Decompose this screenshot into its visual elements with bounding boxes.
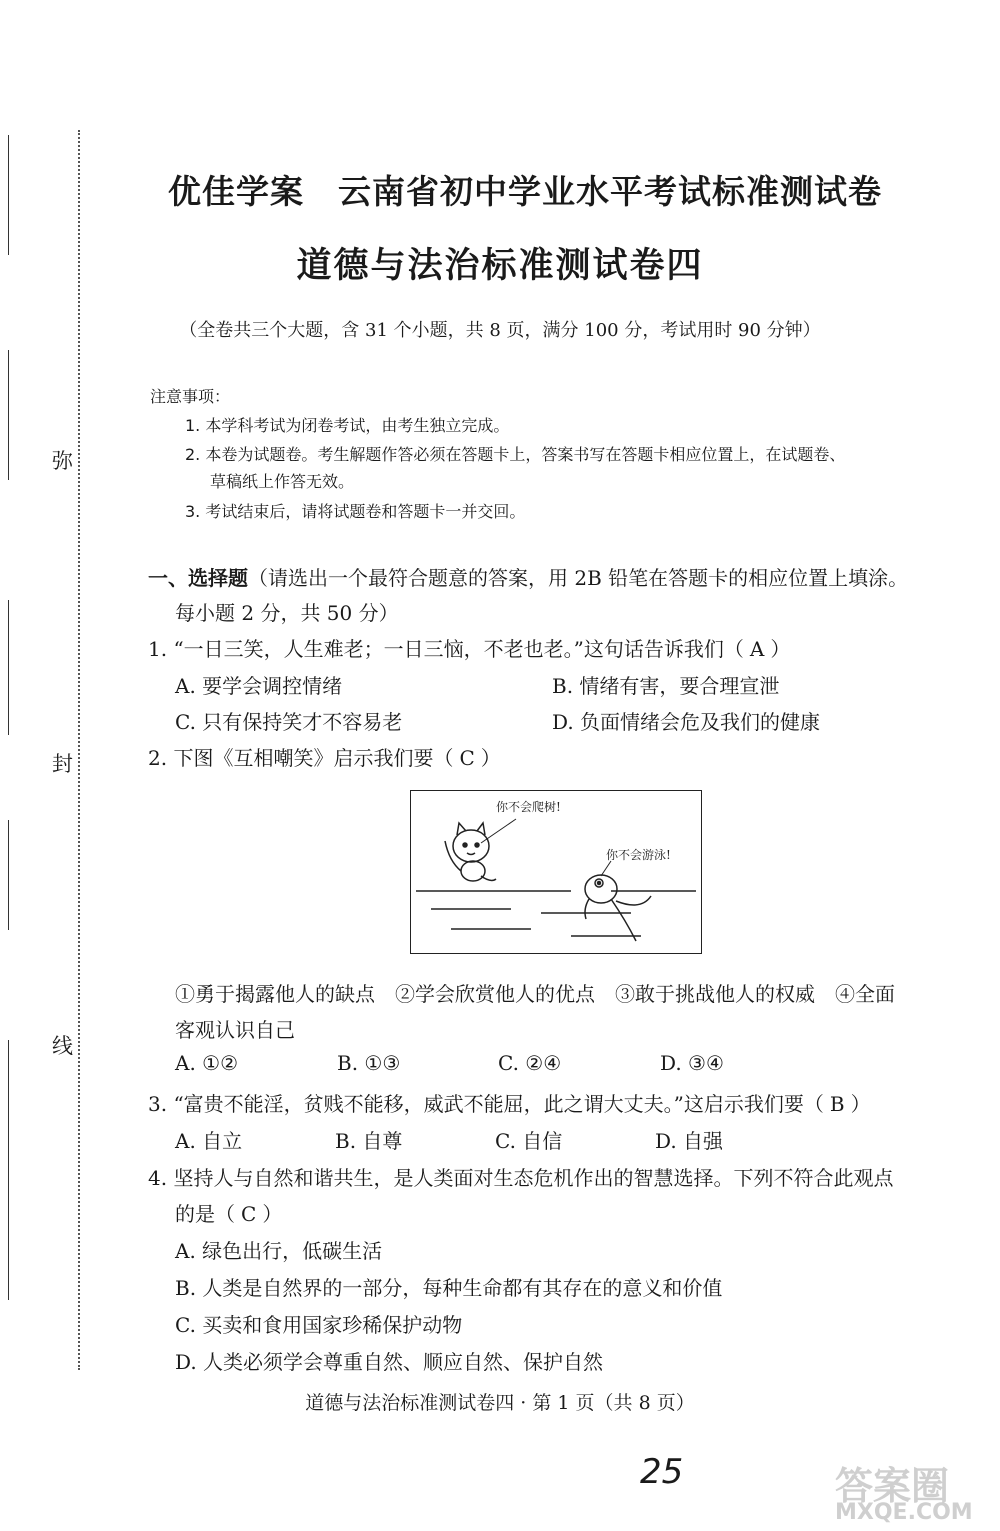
cartoon-mutual-mockery bbox=[410, 790, 702, 954]
q4-option-b: B. 人类是自然界的一部分，每种生命都有其存在的意义和价值 bbox=[175, 1276, 723, 1300]
exam-title: 道德与法治标准测试卷四 bbox=[296, 245, 704, 286]
q1-option-c: C. 只有保持笑才不容易老 bbox=[175, 710, 403, 734]
fish-icon bbox=[585, 875, 651, 941]
notice-item: 1. 本学科考试为闭卷考试，由考生独立完成。 bbox=[185, 416, 510, 435]
margin-cut-line bbox=[8, 1040, 9, 1300]
q1-option-b: B. 情绪有害，要合理宣泄 bbox=[552, 674, 780, 698]
cartoon-drawing bbox=[411, 791, 701, 953]
q1-option-a: A. 要学会调控情绪 bbox=[175, 674, 343, 698]
question-2-stem bbox=[148, 742, 501, 771]
question-1-stem bbox=[148, 633, 790, 662]
q4-option-d: D. 人类必须学会尊重自然、顺应自然、保护自然 bbox=[175, 1350, 604, 1374]
q3-option-d: D. 自强 bbox=[655, 1129, 724, 1153]
stem-close: ） bbox=[262, 1202, 283, 1226]
stem-close: ） bbox=[850, 1092, 871, 1116]
stem-text: 1. “一日三笑，人生难老；一日三恼，不老也老。”这句话告诉我们（ bbox=[148, 637, 744, 661]
q3-option-a: A. 自立 bbox=[175, 1129, 243, 1153]
series-title: 优佳学案 云南省初中学业水平考试标准测试卷 bbox=[168, 172, 882, 211]
exam-subtitle: （全卷共三个大题，含 31 个小题，共 8 页，满分 100 分，考试用时 90 分钟） bbox=[179, 320, 821, 341]
notice-heading: 注意事项： bbox=[150, 387, 231, 406]
fish-speech: 你不会游泳! bbox=[606, 848, 671, 862]
stem-text: 的是（ bbox=[175, 1202, 235, 1226]
question-4-stem-cont bbox=[175, 1198, 282, 1227]
q2-option-c: C. ②④ bbox=[498, 1051, 562, 1075]
section-title: 一、选择题 bbox=[148, 566, 248, 590]
cat-icon bbox=[445, 823, 496, 881]
answer-mark: C bbox=[241, 1202, 257, 1226]
notice-item: 3. 考试结束后，请将试题卷和答题卡一并交回。 bbox=[185, 502, 526, 521]
answer-mark: B bbox=[829, 1092, 845, 1116]
q2-option-d: D. ③④ bbox=[660, 1051, 724, 1075]
margin-cut-line bbox=[8, 350, 9, 480]
q3-option-c: C. 自信 bbox=[495, 1129, 563, 1153]
seal-char-xian: 线 bbox=[52, 1034, 73, 1058]
question-4-stem: 4. 坚持人与自然和谐共生，是人类面对生态危机作出的智慧选择。下列不符合此观点 bbox=[148, 1166, 894, 1190]
stem-close: ） bbox=[770, 637, 791, 661]
q2-option-b: B. ①③ bbox=[337, 1051, 401, 1075]
margin-cut-line bbox=[8, 600, 9, 735]
watermark-site: MXQE.COM bbox=[835, 1500, 973, 1525]
stem-close: ） bbox=[480, 746, 501, 770]
cat-speech: 你不会爬树! bbox=[496, 800, 561, 814]
page-footer: 道德与法治标准测试卷四 · 第 1 页（共 8 页） bbox=[305, 1392, 695, 1414]
answer-mark: A bbox=[749, 637, 765, 661]
water-lines bbox=[416, 891, 696, 936]
notice-item: 2. 本卷为试题卷。考生解题作答必须在答题卡上，答案书写在答题卡相应位置上，在试题卷、 bbox=[185, 445, 846, 464]
section-instruction: （请选出一个最符合题意的答案，用 2B 铅笔在答题卡的相应位置上填涂。 bbox=[248, 566, 909, 590]
q4-option-a: A. 绿色出行，低碳生活 bbox=[175, 1239, 383, 1263]
q3-option-b: B. 自尊 bbox=[335, 1129, 403, 1153]
q2-option-a: A. ①② bbox=[175, 1051, 239, 1075]
stem-text: 2. 下图《互相嘲笑》启示我们要（ bbox=[148, 746, 454, 770]
answer-mark: C bbox=[459, 746, 475, 770]
section-heading bbox=[148, 562, 908, 591]
watermark-logo: 答案圈 bbox=[835, 1464, 950, 1508]
question-3-stem bbox=[148, 1088, 871, 1117]
stem-text: 3. “富贵不能淫，贫贱不能移，威武不能屈，此之谓大丈夫。”这启示我们要（ bbox=[148, 1092, 824, 1116]
q2-statements: ①勇于揭露他人的缺点 ②学会欣赏他人的优点 ③敢于挑战他人的权威 ④全面 bbox=[175, 982, 895, 1006]
notice-item: 草稿纸上作答无效。 bbox=[210, 472, 355, 491]
seal-char-feng: 封 bbox=[52, 752, 73, 776]
section-instruction-2: 每小题 2 分，共 50 分） bbox=[175, 601, 399, 625]
margin-cut-line bbox=[8, 820, 9, 930]
q1-option-d: D. 负面情绪会危及我们的健康 bbox=[552, 710, 821, 734]
margin-cut-line bbox=[8, 135, 9, 255]
handwritten-page-number: 25 bbox=[640, 1452, 684, 1492]
q4-option-c: C. 买卖和食用国家珍稀保护动物 bbox=[175, 1313, 463, 1337]
q2-statements-cont: 客观认识自己 bbox=[175, 1018, 295, 1042]
seal-char-mi: 弥 bbox=[52, 449, 73, 473]
